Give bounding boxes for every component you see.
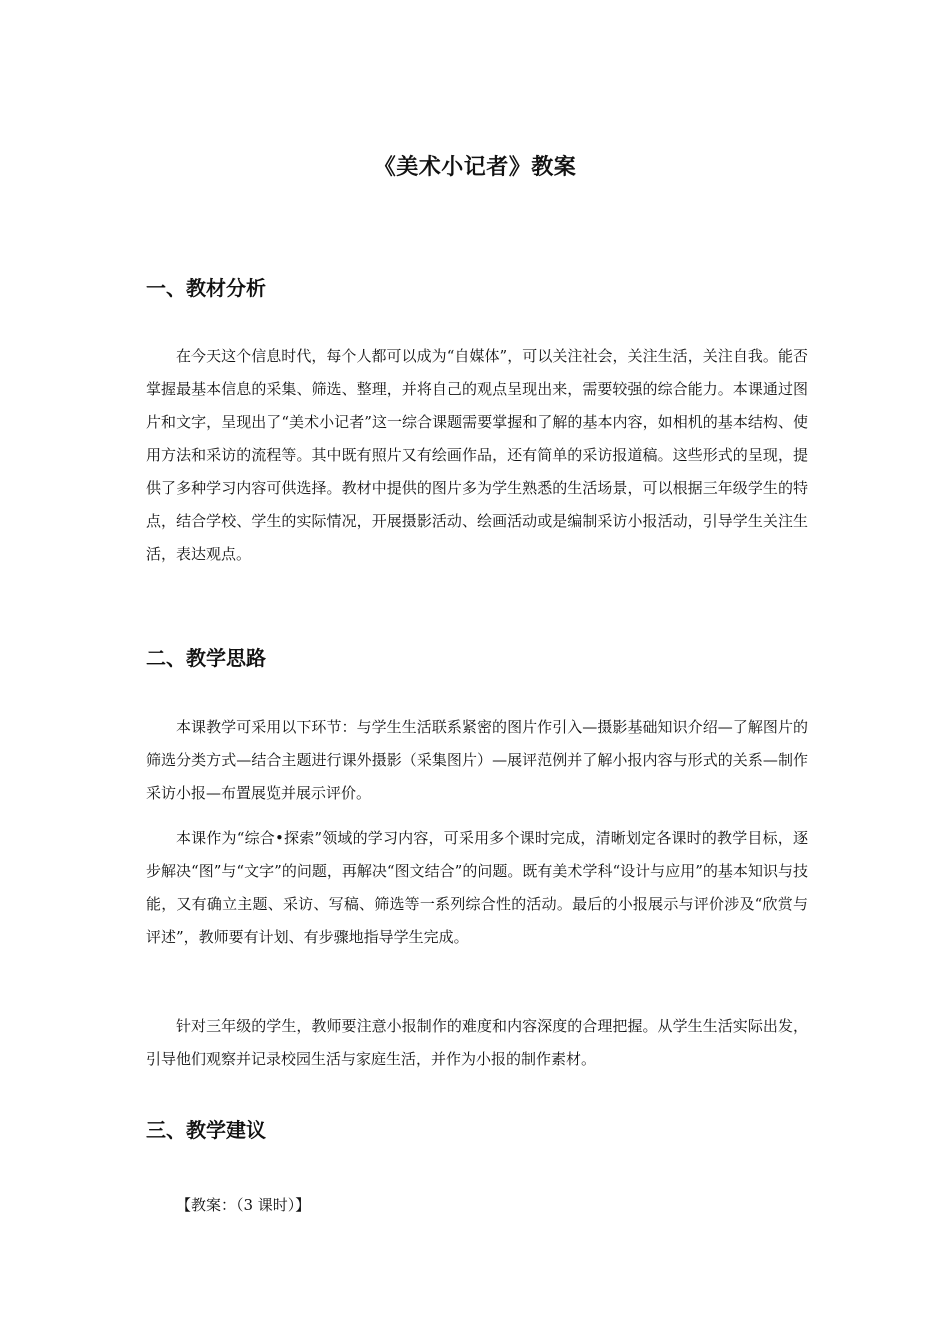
- section-paragraph: 在今天这个信息时代，每个人都可以成为“自媒体”，可以关注社会，关注生活，关注自我。能否掌握最基本信息的采集、筛选、整理，并将自己的观点呈现出来，需要较强的综合能力。本课通过图片和文字，呈现出了“美术小记者”这一综合课题需要掌握和了解的基本内容，如相机的基本结构、使用方法和采访的流程等。其中既有照片又有绘画作品，还有简单的采访报道稿。这些形式的呈现，提供了多种学习内容可供选择。教材中提供的图片多为学生熟悉的生活场景，可以根据三年级学生的特点，结合学校、学生的实际情况，开展摄影活动、绘画活动或是编制采访小报活动，引导学生关注生活，表达观点。: [146, 347, 808, 563]
- section-paragraph: 本课教学可采用以下环节：与学生生活联系紧密的图片作引入—摄影基础知识介绍—了解图片的筛选分类方式—结合主题进行课外摄影（采集图片）—展评范例并了解小报内容与形式的关系—制作采访小报—布置展览并展示评价。: [146, 718, 808, 802]
- section-paragraph: 针对三年级的学生，教师要注意小报制作的难度和内容深度的合理把握。从学生生活实际出发，引导他们观察并记录校园生活与家庭生活，并作为小报的制作素材。: [146, 1017, 808, 1068]
- section-heading-teaching-suggestions: 三、教学建议: [146, 1118, 266, 1142]
- section-paragraph: 本课作为“综合•探索”领域的学习内容，可采用多个课时完成，清晰划定各课时的教学目标，逐步解决“图”与“文字”的问题，再解决“图文结合”的问题。既有美术学科“设计与应用”的基本知识与技能，又有确立主题、采访、写稿、筛选等一系列综合性的活动。最后的小报展示与评价涉及“欣赏与评述”，教师要有计划、有步骤地指导学生完成。: [146, 829, 808, 946]
- section-heading-textbook-analysis: 一、教材分析: [146, 276, 266, 300]
- section-heading-teaching-approach: 二、教学思路: [146, 646, 266, 670]
- page-title: 《美术小记者》教案: [373, 155, 577, 180]
- lesson-plan-label: 【教案：（3 课时）】: [176, 1196, 311, 1214]
